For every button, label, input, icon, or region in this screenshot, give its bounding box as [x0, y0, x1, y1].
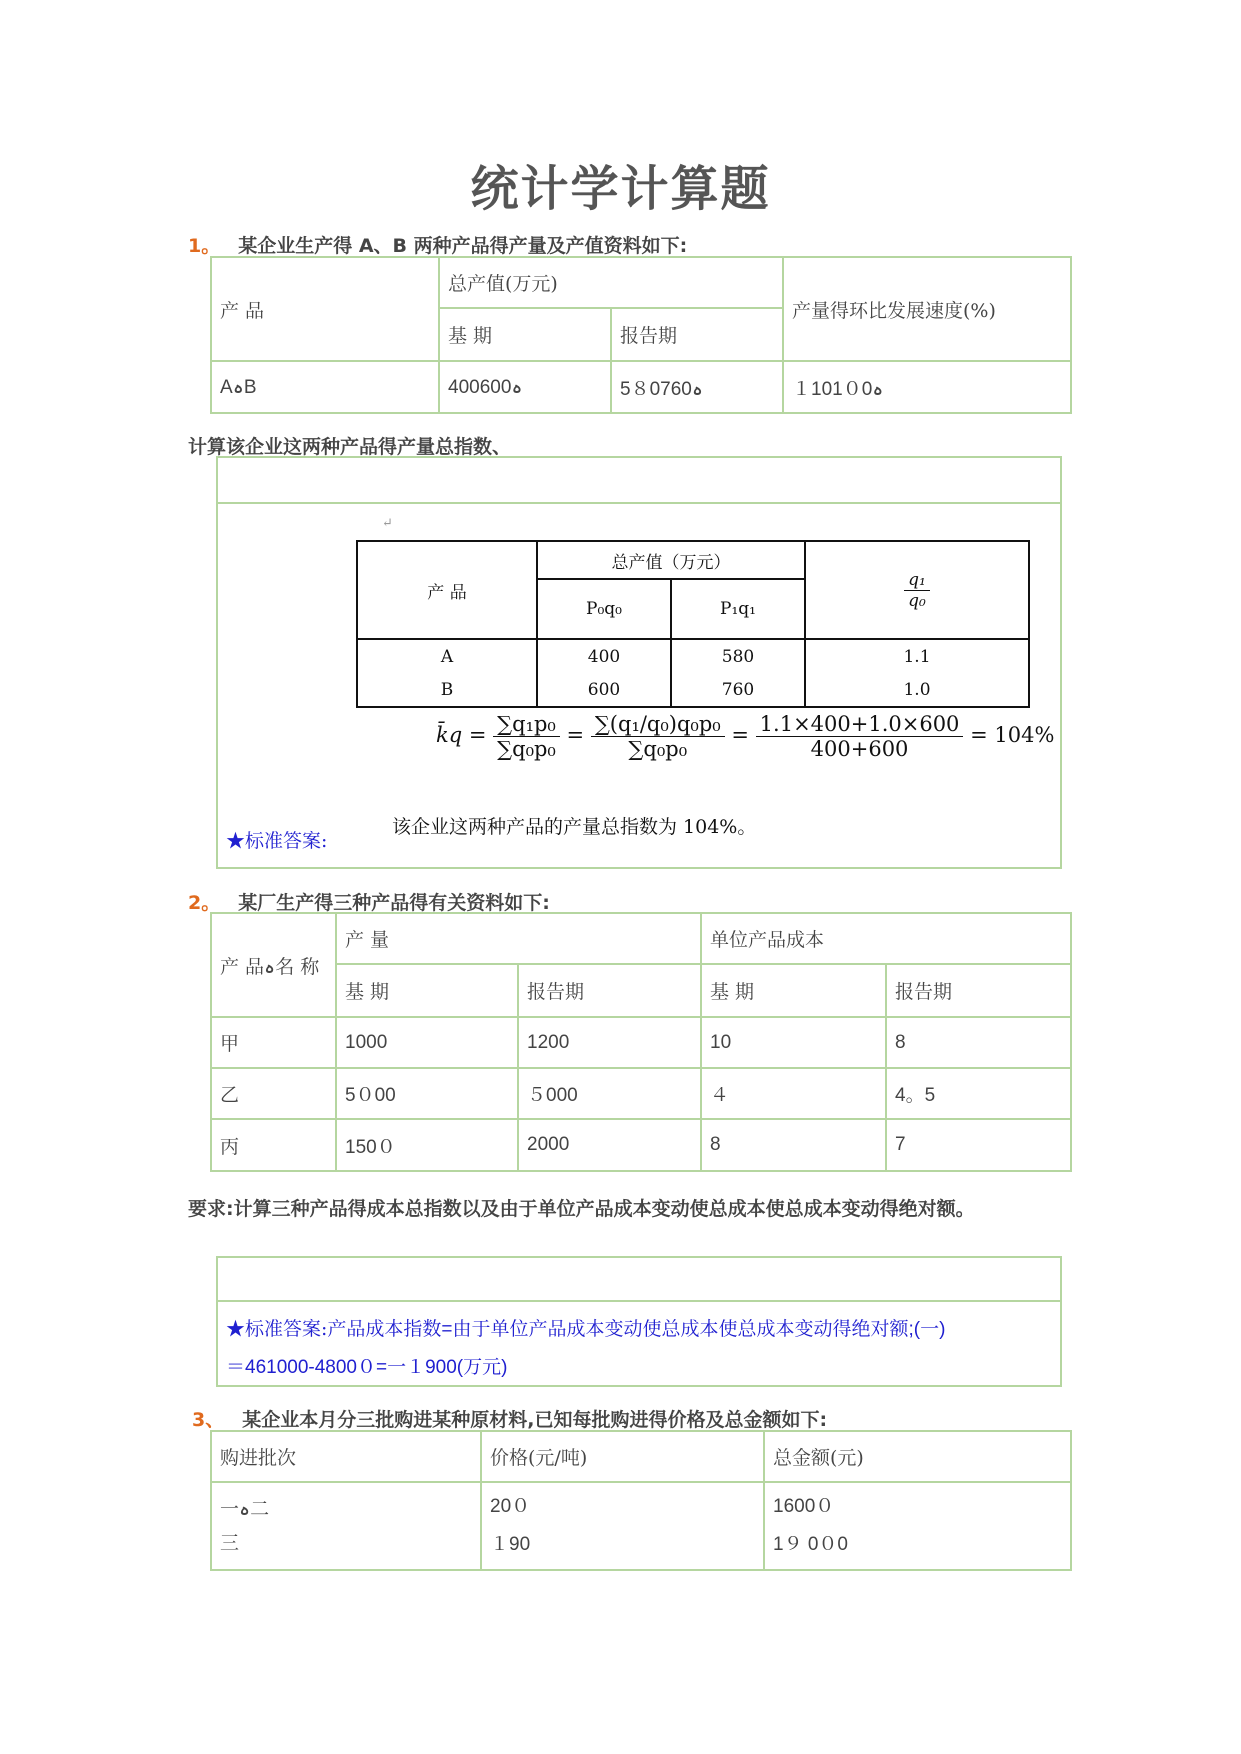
- question-text: 某厂生产得三种产品得有关资料如下:: [238, 892, 550, 914]
- table-cell: 1000: [336, 1017, 518, 1068]
- q2-ask: 要求:计算三种产品得成本总指数以及由于单位产品成本变动使总成本使总成本变动得绝对额。: [188, 1198, 975, 1220]
- table-cell: 2000: [518, 1119, 701, 1171]
- question-text: 某企业生产得 A、B 两种产品得产量及产值资料如下:: [238, 235, 688, 257]
- question-number: 1。: [188, 235, 221, 257]
- divider: [218, 1300, 1060, 1302]
- header-total-value: 总产值(万元): [439, 257, 783, 308]
- img-cell: 400: [537, 639, 671, 673]
- img-header-total: 总产值（万元）: [537, 541, 805, 579]
- header-batch: 购进批次: [211, 1431, 481, 1482]
- table-cell: 150０: [336, 1119, 518, 1171]
- divider: [218, 502, 1060, 504]
- table-cell: ４: [701, 1068, 886, 1119]
- question-number: 3、: [192, 1409, 225, 1431]
- header-product: 产 品: [211, 257, 439, 361]
- img-header-p1q1: P₁q₁: [671, 579, 805, 639]
- header-name: 产 品ہ名 称: [211, 913, 336, 1017]
- answer-label: ★标准答案:: [226, 830, 328, 852]
- img-cell: B: [357, 673, 537, 707]
- table-cell: 8: [701, 1119, 886, 1171]
- index-formula: k̄q = $\frac{\text{∑q₁p₀}}{\text{∑q₀p₀}}$ = $\frac{\text{∑(q₁/q₀)q₀p₀}}{\text{∑q₀p₀}}$ = $\frac{1.1\times 400+1.0\times 600}{400+600}$ = 104%: [436, 712, 1055, 761]
- img-cell: 760: [671, 673, 805, 707]
- question-3: [192, 1405, 827, 1432]
- header-report: 报告期: [886, 964, 1071, 1017]
- question-number: 2。: [188, 892, 221, 914]
- table-cell: 5８0760ہ: [611, 361, 783, 413]
- img-cell: 1.0: [805, 673, 1029, 707]
- header-base: 基 期: [336, 964, 518, 1017]
- img-cell: A: [357, 639, 537, 673]
- img-cell: 580: [671, 639, 805, 673]
- table-cell: ５000: [518, 1068, 701, 1119]
- img-header-ratio: $\frac{\text{q₁}}{\text{q₀}}$: [805, 541, 1029, 639]
- table-cell: 10: [701, 1017, 886, 1068]
- conclusion-text: 该企业这两种产品的产量总指数为 104%。: [392, 816, 757, 838]
- table-cell: １101０0ہ: [783, 361, 1071, 413]
- table-cell: 7: [886, 1119, 1071, 1171]
- table-cell: 1600０ 1９ 0０0: [764, 1482, 1071, 1570]
- img-header-p0q0: P₀q₀: [537, 579, 671, 639]
- header-base: 基 期: [701, 964, 886, 1017]
- solution-image: [340, 512, 1055, 842]
- img-header-product: 产 品: [357, 541, 537, 639]
- q1-ask: 计算该企业这两种产品得产量总指数、: [188, 436, 512, 458]
- header-base: 基 期: [439, 308, 611, 361]
- img-cell: 1.1: [805, 639, 1029, 673]
- answer-text: ★标准答案:产品成本指数=由于单位产品成本变动使总成本使总成本变动得绝对额;(一) ＝461000-4800０=一１900(万元): [226, 1318, 946, 1378]
- header-amount: 总金额(元): [764, 1431, 1071, 1482]
- question-1: [188, 231, 687, 258]
- header-speed: 产量得环比发展速度(%): [783, 257, 1071, 361]
- header-report: 报告期: [611, 308, 783, 361]
- table-cell: 8: [886, 1017, 1071, 1068]
- q2-answer-box: [216, 1256, 1062, 1387]
- q1-table: [210, 256, 1072, 414]
- header-quantity: 产 量: [336, 913, 701, 964]
- table-cell: 20０ １90: [481, 1482, 764, 1570]
- table-cell: 甲: [211, 1017, 336, 1068]
- table-cell: 乙: [211, 1068, 336, 1119]
- page-title: 统计学计算题: [470, 161, 771, 217]
- q3-table: [210, 1430, 1072, 1571]
- header-report: 报告期: [518, 964, 701, 1017]
- table-cell: AہB: [211, 361, 439, 413]
- table-cell: 1200: [518, 1017, 701, 1068]
- return-mark: ↵: [382, 516, 393, 531]
- table-cell: 5０00: [336, 1068, 518, 1119]
- table-cell: 400600ہ: [439, 361, 611, 413]
- question-2: [188, 888, 550, 915]
- table-cell: 4。5: [886, 1068, 1071, 1119]
- solution-table: [356, 540, 1030, 708]
- table-cell: 一ہ二 三: [211, 1482, 481, 1570]
- table-cell: 丙: [211, 1119, 336, 1171]
- img-cell: 600: [537, 673, 671, 707]
- header-unit-cost: 单位产品成本: [701, 913, 1071, 964]
- header-price: 价格(元/吨): [481, 1431, 764, 1482]
- q2-table: [210, 912, 1072, 1172]
- question-text: 某企业本月分三批购进某种原材料,已知每批购进得价格及总金额如下:: [242, 1409, 828, 1431]
